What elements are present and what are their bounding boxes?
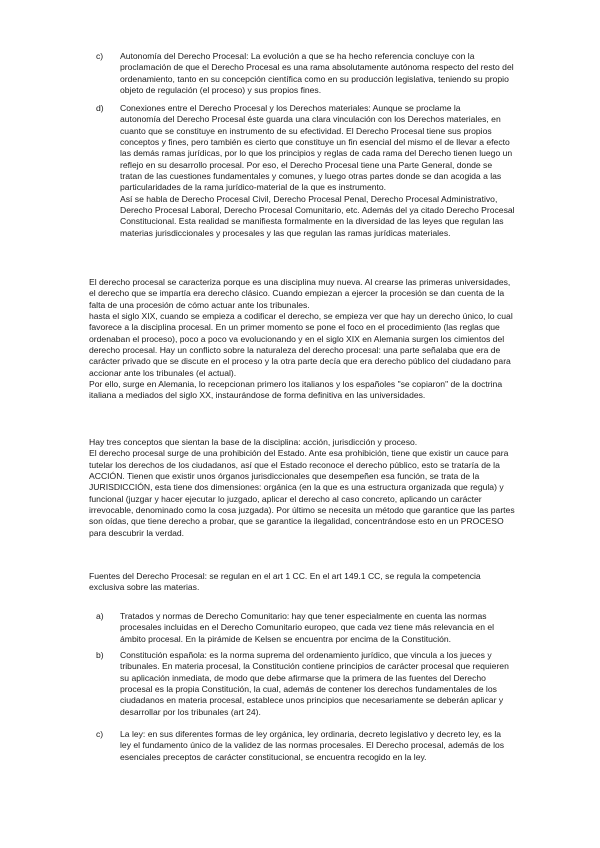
text-line: favorece a la disciplina procesal. En un primer momento se pone el foco en el procedimiento (las reglas que <box>89 322 500 333</box>
paragraph-fuentes <box>89 571 571 594</box>
text-line: procesales incluidas en el Derecho Comunitario europeo, que cada vez tiene más relevancia en el <box>120 622 495 633</box>
text-line: El derecho procesal se caracteriza porque es una disciplina muy nueva. Al crearse las primeras universidades, <box>89 277 511 287</box>
text-line: ordenamiento, tanto en su concepción científica como en su producción legislativa, teniendo su propio <box>120 73 509 84</box>
text-line: desarrollar por los tribunales (art 24). <box>120 706 261 717</box>
text-line: tutelar los derechos de los ciudadanos, así que el Estado reconoce el derecho público, esto se trataría de la <box>89 459 500 470</box>
text-line: ACCIÓN. Tienen que existir unos órganos jurisdiccionales que desempeñen esa función, se trata de la <box>89 471 480 482</box>
paragraph-historia <box>89 277 571 402</box>
text-line: objeto de regulación (el proceso) y sus propios fines. <box>120 85 322 96</box>
text-line: Autonomía del Derecho Procesal: La evolución a que se ha hecho referencia concluye con la <box>120 51 475 61</box>
text-line: funcional (juzgar y hacer ejecutar lo juzgado, aplicar el derecho al caso concreto, aplicando un carácter <box>89 493 482 504</box>
text-line: el derecho que se impartía era derecho clásico. Cuando empiezan a ejercer la procesión se dan cuenta de la <box>89 288 505 299</box>
text-line: hasta el siglo XIX, cuando se empieza a codificar el derecho, se empieza ver que hay un derecho único, lo cual <box>89 311 513 322</box>
list-item-ley <box>120 729 575 763</box>
text-line: JURISDICCIÓN, esta tiene dos dimensiones: orgánica (en la que es una estructura organizada que regula) y <box>89 482 504 493</box>
text-line: particularidades de la rama jurídico-material de la que es instrumento. <box>120 182 387 193</box>
text-line: Hay tres conceptos que sientan la base de la disciplina: acción, jurisdicción y proceso. <box>89 437 418 447</box>
paragraph-conceptos <box>89 437 571 539</box>
text-line: Así se habla de Derecho Procesal Civil, Derecho Procesal Penal, Derecho Procesal Administrativo, <box>120 193 498 204</box>
text-line: ciudadanos en materia procesal, establece unos principios que necesariamente se deberán aplicar y <box>120 695 504 706</box>
text-line: su aplicación inmediata, de modo que debe afirmarse que la primera de las fuentes del Derecho <box>120 672 486 683</box>
text-line: El derecho procesal surge de una prohibición del Estado. Ante esa prohibición, tiene que existir un cauce para <box>89 448 509 459</box>
text-line: Constitución española: es la norma suprema del ordenamiento jurídico, que vincula a los jueces y <box>120 650 492 660</box>
list-marker: a) <box>96 611 104 621</box>
text-line: ley el fundamento único de la validez de las normas procesales. El Derecho procesal, además de los <box>120 740 505 751</box>
text-line: tribunales. En materia procesal, la Constitución contiene principios de carácter procesal que requieren <box>120 661 509 672</box>
list-item-tratados <box>120 611 575 645</box>
text-line: ordenaban el proceso), poco a poco va evolucionando y en el siglo XIX en Alemania surgen los cimientos del <box>89 333 505 344</box>
text-line: tratan de las cuestiones fundamentales y comunes, y luego otras partes donde se dan acogida a las <box>120 171 502 182</box>
text-line: exclusiva sobre las materias. <box>89 582 200 593</box>
text-line: Tratados y normas de Derecho Comunitario: hay que tener especialmente en cuenta las normas <box>120 611 487 621</box>
list-item-autonomia <box>120 51 575 96</box>
text-line: falta de una procesión de cómo actuar ante los tribunales. <box>89 299 310 310</box>
text-line: carácter privado que se discute en el proceso y la otra parte decía que era derecho público del ciudadano para <box>89 356 511 367</box>
list-marker: c) <box>96 51 104 61</box>
text-line: para descubrir la verdad. <box>89 527 185 538</box>
text-line: derecho procesal. Hay un conflicto sobre la naturaleza del derecho procesal: una parte señalaba que era de <box>89 345 501 356</box>
text-line: son oídas, que tiene derecho a probar, que se garantice la ilegalidad, concentrándose esto en un PROCESO <box>89 516 504 527</box>
text-line: cuanto que se constituye en instrumento de su efectividad. El Derecho Procesal tiene sus propios <box>120 125 492 136</box>
text-line: conceptos y fines, pero también es cierto que constituye un fin esencial del mismo el de llevar a efecto <box>120 137 510 148</box>
list-marker: d) <box>96 103 104 113</box>
text-line: Constitucional. Esta realidad se manifiesta formalmente en la diversidad de las leyes que regulan las <box>120 216 504 227</box>
text-line: reflejo en su desarrollo procesal. Por eso, el Derecho Procesal tiene una Parte General, donde se <box>120 159 493 170</box>
list-item-conexiones <box>120 103 575 239</box>
list-marker: c) <box>96 729 104 739</box>
text-line: accionar ante los tribunales (el actual). <box>89 367 237 378</box>
text-line: irrevocable, denominado como la cosa juzgada). Por último se necesita un método que garantice que las partes <box>89 505 515 516</box>
text-line: ámbito procesal. En la pirámide de Kelsen se encuentra por encima de la Constitución. <box>120 633 452 644</box>
text-line: Fuentes del Derecho Procesal: se regulan en el art 1 CC. En el art 149.1 CC, se regula la competencia <box>89 571 481 581</box>
text-line: Por ello, surge en Alemania, lo recepcionan primero los italianos y los españoles "se copiaron" de la doctrina <box>89 379 503 390</box>
text-line: Derecho Procesal Laboral, Derecho Procesal Comunitario, etc. Además del ya citado Derecho Procesal <box>120 205 515 216</box>
text-line: autonomía del Derecho Procesal éste guarda una clara vinculación con los Derechos materiales, en <box>120 114 501 125</box>
text-line: italiana a mediados del siglo XX, instaurándose de forma definitiva en las universidades. <box>89 390 426 401</box>
text-line: materias jurisdiccionales y procesales y las que regulan las ramas jurídicas materiales. <box>120 227 451 238</box>
text-line: La ley: en sus diferentes formas de ley orgánica, ley ordinaria, decreto legislativo y decreto ley, es la <box>120 729 502 739</box>
list-item-constitucion <box>120 650 575 718</box>
text-line: procesal es la propia Constitución, la cual, además de contener los derechos fundamentales de los <box>120 684 497 695</box>
list-marker: b) <box>96 650 104 660</box>
text-line: esenciales preceptos de carácter constitucional, se encuentra recogido en la ley. <box>120 751 427 762</box>
text-line: las demás ramas jurídicas, por lo que los principios y reglas de cada rama del Derecho tienen luego un <box>120 148 513 159</box>
text-line: Conexiones entre el Derecho Procesal y los Derechos materiales: Aunque se proclame la <box>120 103 461 113</box>
text-line: proclamación de que el Derecho Procesal es una rama absolutamente autónoma respecto del resto del <box>120 62 514 73</box>
